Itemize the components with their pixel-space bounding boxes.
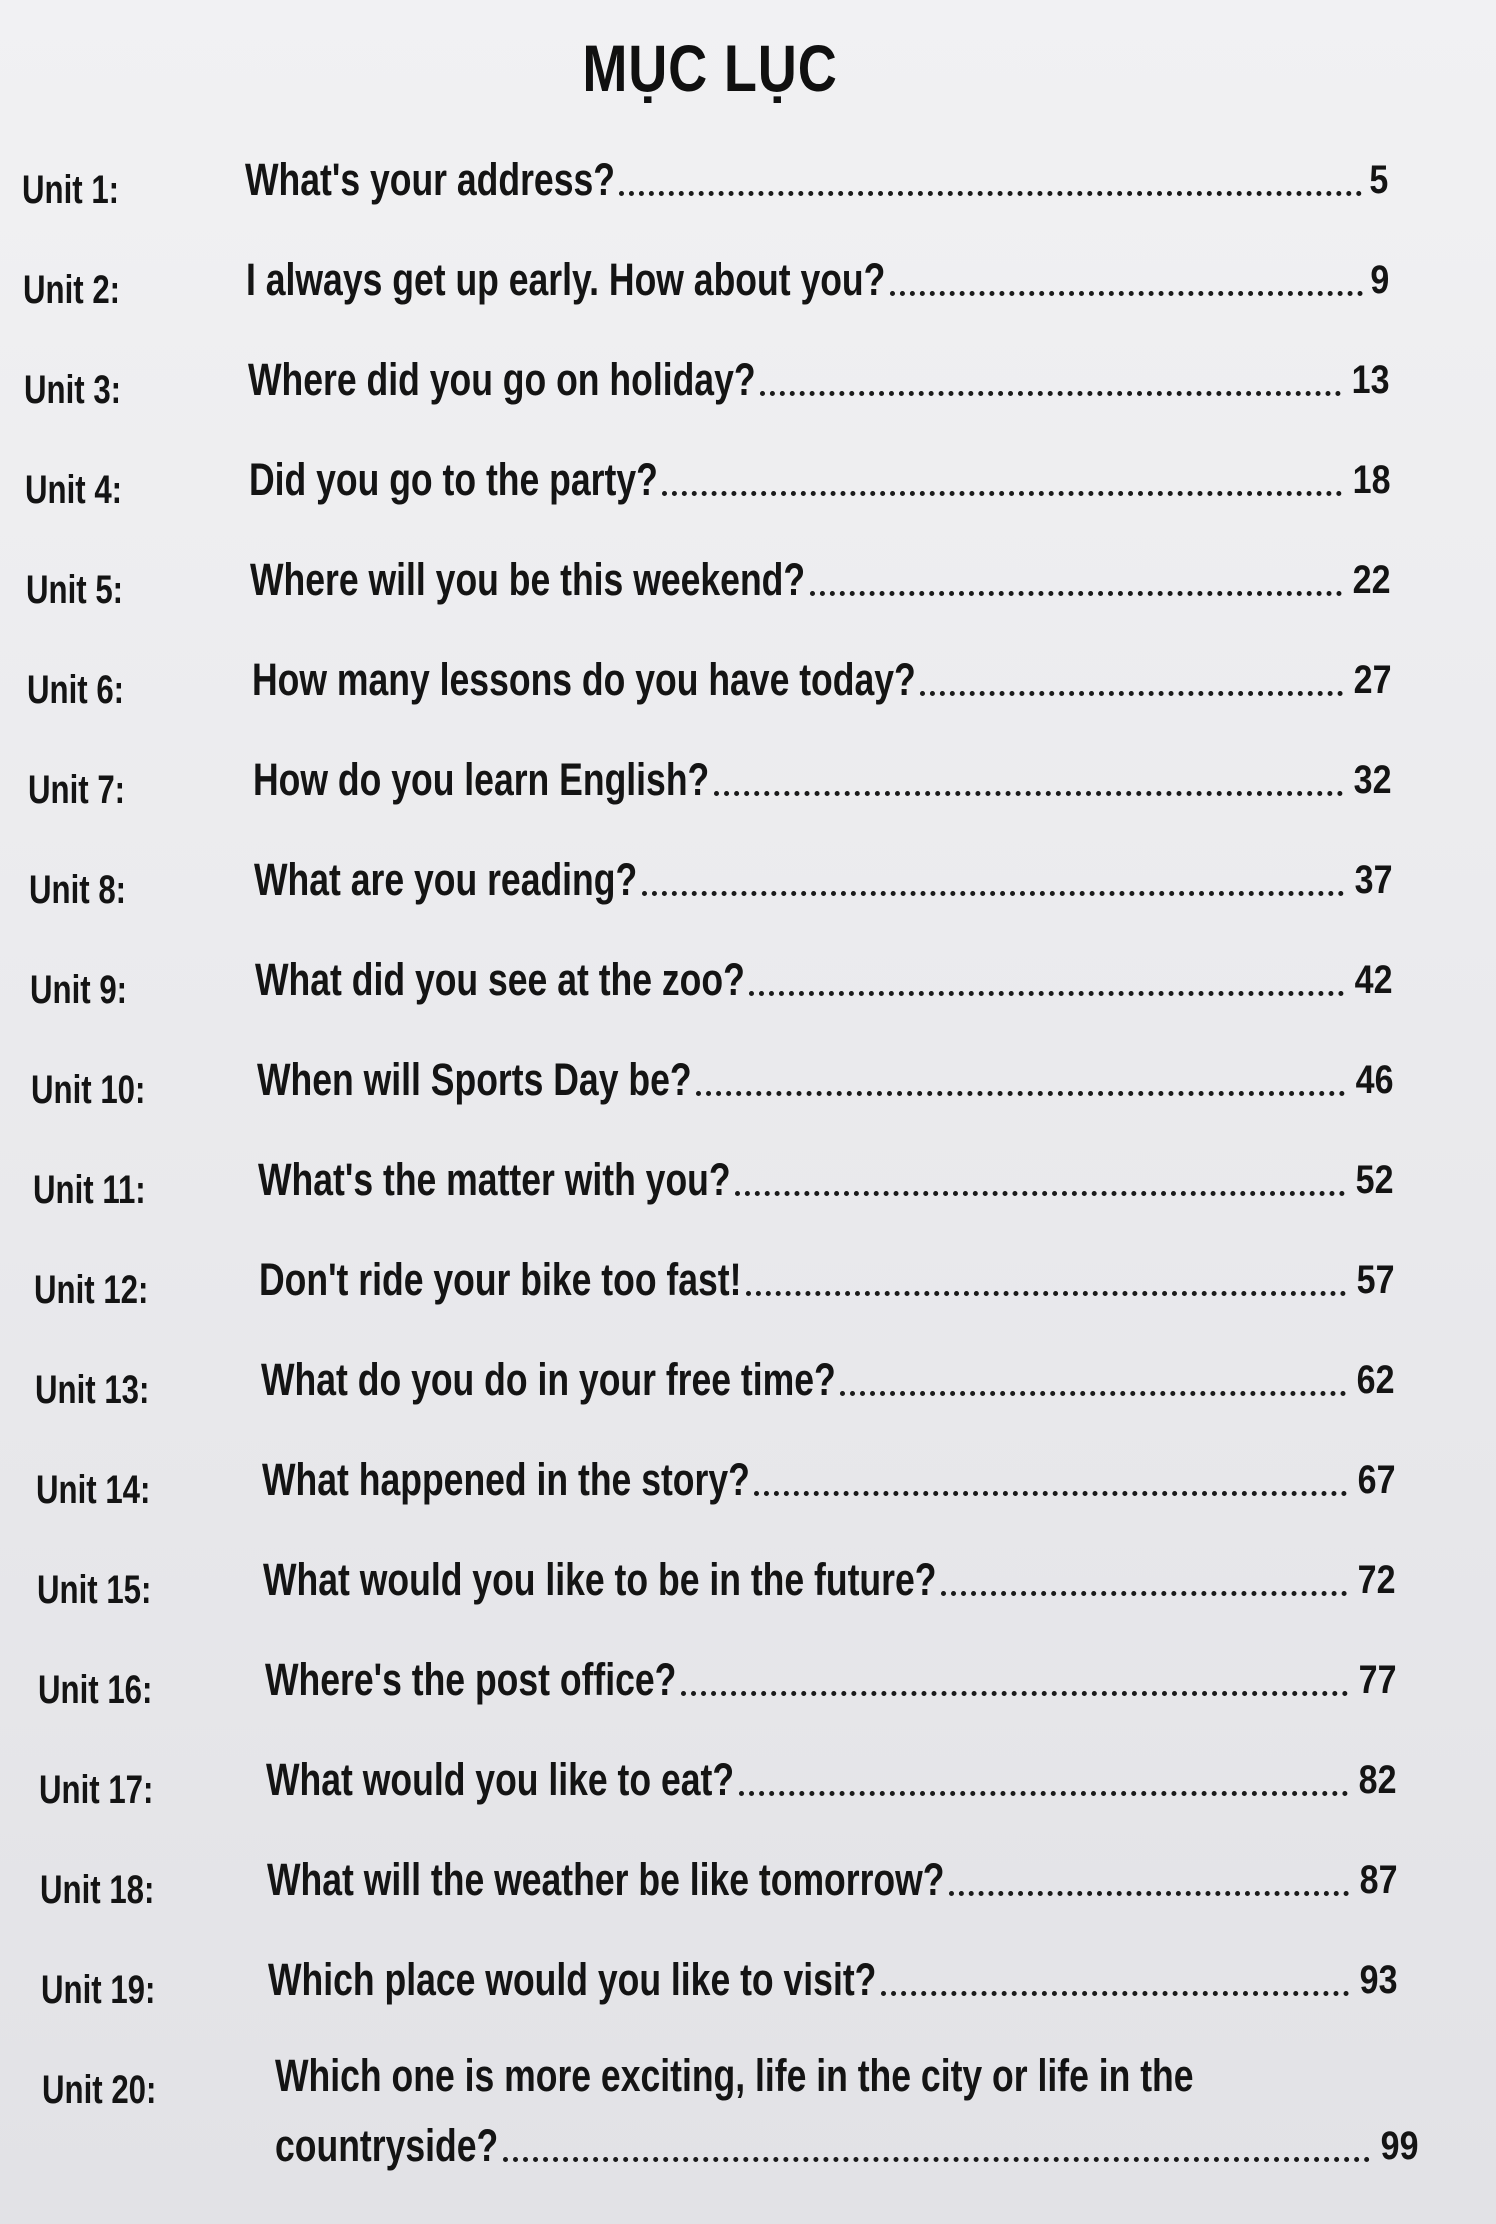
entry-title-text: What would you like to be in the future? <box>263 1554 937 1605</box>
toc-row[interactable] <box>0 448 1496 512</box>
dot-leader <box>681 1691 1348 1696</box>
entry-title-text: What are you reading? <box>254 854 638 905</box>
toc-row[interactable] <box>0 1548 1496 1612</box>
toc-entry <box>254 848 1392 908</box>
toc-entry <box>250 548 1390 608</box>
entry-title <box>263 1552 937 1608</box>
page-number: 62 <box>1356 1358 1394 1402</box>
unit-label: Unit 17: <box>39 1768 154 1812</box>
toc-entry <box>267 1848 1397 1908</box>
toc-row[interactable] <box>0 1048 1496 1112</box>
unit-label: Unit 4: <box>25 468 123 512</box>
dot-leader <box>810 591 1342 596</box>
unit-label: Unit 8: <box>29 868 127 912</box>
toc-entry <box>257 1048 1393 1108</box>
entry-title-text: What will the weather be like tomorrow? <box>267 1854 945 1905</box>
entry-title <box>265 1652 677 1708</box>
toc-entry <box>258 1148 1393 1208</box>
toc-entry <box>262 1448 1395 1508</box>
toc-entry <box>275 2114 1418 2174</box>
entry-title <box>250 552 806 608</box>
toc-row[interactable] <box>0 1948 1496 2012</box>
toc-entry <box>253 748 1391 808</box>
toc-row[interactable] <box>0 1348 1496 1412</box>
entry-title-text: Don't ride your bike too fast! <box>259 1254 742 1305</box>
entry-title-text: What do you do in your free time? <box>261 1354 836 1405</box>
entry-title-line-1 <box>275 2048 1194 2104</box>
entry-title-text: What would you like to eat? <box>266 1754 735 1805</box>
entry-title <box>254 852 638 908</box>
unit-label: Unit 7: <box>28 768 126 812</box>
dot-leader <box>642 891 1344 896</box>
entry-title <box>253 752 710 808</box>
toc-row[interactable] <box>0 1248 1496 1312</box>
entry-title <box>245 152 615 208</box>
toc-entry <box>252 648 1391 708</box>
unit-label: Unit 20: <box>42 2068 157 2112</box>
page-number: 82 <box>1358 1758 1396 1802</box>
dot-leader <box>662 491 1342 496</box>
unit-label: Unit 5: <box>26 568 124 612</box>
entry-title-line-1-text: Which one is more exciting, life in the city or life in the <box>275 2050 1194 2101</box>
unit-label: Unit 14: <box>36 1468 151 1512</box>
entry-title-text: Did you go to the party? <box>249 454 658 505</box>
entry-title <box>246 252 886 308</box>
page-number: 67 <box>1357 1458 1395 1502</box>
entry-title-text: Which place would you like to visit? <box>268 1954 877 2005</box>
dot-leader <box>696 1091 1345 1096</box>
page-number: 9 <box>1370 258 1389 302</box>
unit-label: Unit 15: <box>37 1568 152 1612</box>
entry-title <box>262 1452 750 1508</box>
unit-label: Unit 3: <box>24 368 122 412</box>
entry-title-text: Where did you go on holiday? <box>248 354 756 405</box>
entry-title <box>261 1352 836 1408</box>
toc-entry <box>259 1248 1394 1308</box>
dot-leader <box>739 1791 1348 1796</box>
entry-title-text: What happened in the story? <box>262 1454 750 1505</box>
page-number: 18 <box>1352 458 1390 502</box>
toc-entry <box>245 148 1388 208</box>
toc-row[interactable] <box>0 348 1496 412</box>
entry-title <box>248 352 756 408</box>
page-number: 57 <box>1356 1258 1394 1302</box>
toc-row[interactable] <box>0 848 1496 912</box>
entry-title-text: What's the matter with you? <box>258 1154 731 1205</box>
toc-entry <box>265 1648 1396 1708</box>
entry-title-text: When will Sports Day be? <box>257 1054 692 1105</box>
entry-title <box>249 452 658 508</box>
entry-title-text: How do you learn English? <box>253 754 710 805</box>
toc-row[interactable] <box>0 548 1496 612</box>
page-number: 22 <box>1352 558 1390 602</box>
toc-entry <box>261 1348 1394 1408</box>
toc-entry <box>268 1948 1397 2008</box>
page-title: MỤC LỤC <box>582 31 838 105</box>
unit-label: Unit 13: <box>35 1368 150 1412</box>
entry-title <box>257 1052 692 1108</box>
dot-leader <box>746 1291 1346 1296</box>
toc-row[interactable] <box>0 248 1496 312</box>
dot-leader <box>619 191 1362 196</box>
entry-title <box>266 1752 735 1808</box>
page-number: 32 <box>1353 758 1391 802</box>
page-number: 46 <box>1355 1058 1393 1102</box>
dot-leader <box>714 791 1343 796</box>
page-number: 27 <box>1353 658 1391 702</box>
entry-title <box>268 1952 877 2008</box>
toc-entry <box>249 448 1390 508</box>
toc-entry <box>246 248 1389 308</box>
toc-row[interactable] <box>0 1148 1496 1212</box>
unit-label: Unit 12: <box>34 1268 149 1312</box>
toc-row[interactable] <box>0 148 1496 212</box>
toc-entry <box>263 1548 1395 1608</box>
toc-row[interactable] <box>0 948 1496 1012</box>
unit-label: Unit 1: <box>22 168 120 212</box>
unit-label: Unit 11: <box>33 1168 146 1212</box>
entry-title-text: How many lessons do you have today? <box>252 654 916 705</box>
toc-row[interactable] <box>0 748 1496 812</box>
toc-row[interactable] <box>0 1848 1496 1912</box>
entry-title-text: What's your address? <box>245 154 615 205</box>
dot-leader <box>749 991 1344 996</box>
page-number: 42 <box>1354 958 1392 1002</box>
unit-label: Unit 16: <box>38 1668 153 1712</box>
entry-title <box>258 1152 731 1208</box>
page-number: 52 <box>1355 1158 1393 1202</box>
unit-label: Unit 19: <box>41 1968 156 2012</box>
dot-leader <box>890 291 1363 296</box>
dot-leader <box>941 1591 1347 1596</box>
toc-row[interactable] <box>0 1648 1496 1712</box>
dot-leader <box>735 1191 1345 1196</box>
entry-title <box>267 1852 945 1908</box>
dot-leader <box>949 1891 1349 1896</box>
toc-entry <box>255 948 1392 1008</box>
entry-title-text: Where will you be this weekend? <box>250 554 806 605</box>
dot-leader <box>881 1991 1349 1996</box>
entry-title <box>259 1252 742 1308</box>
page-number: 99 <box>1380 2124 1418 2168</box>
entry-title-text: Where's the post office? <box>265 1654 677 1705</box>
unit-label: Unit 18: <box>40 1868 155 1912</box>
page-number: 87 <box>1359 1858 1397 1902</box>
dot-leader <box>920 691 1343 696</box>
entry-title-line-2-text: countryside? <box>275 2120 499 2171</box>
unit-label: Unit 2: <box>23 268 121 312</box>
toc-row[interactable] <box>0 648 1496 712</box>
unit-label: Unit 10: <box>31 1068 146 1112</box>
page-number: 93 <box>1359 1958 1397 2002</box>
toc-row-last[interactable] <box>0 2048 1496 2188</box>
entry-title-text: What did you see at the zoo? <box>255 954 745 1005</box>
page-number: 37 <box>1354 858 1392 902</box>
unit-label: Unit 9: <box>30 968 128 1012</box>
page-number: 77 <box>1358 1658 1396 1702</box>
entry-title-text: I always get up early. How about you? <box>246 254 886 305</box>
entry-title <box>255 952 745 1008</box>
toc-row[interactable] <box>0 1448 1496 1512</box>
dot-leader <box>840 1391 1346 1396</box>
unit-label: Unit 6: <box>27 668 125 712</box>
toc-entry <box>266 1748 1396 1808</box>
page-number: 5 <box>1369 158 1388 202</box>
toc-entry <box>248 348 1389 408</box>
dot-leader <box>503 2157 1370 2162</box>
entry-title-line-2 <box>275 2118 499 2174</box>
entry-title <box>252 652 916 708</box>
page-number: 72 <box>1357 1558 1395 1602</box>
page-number: 13 <box>1351 358 1389 402</box>
dot-leader <box>754 1491 1347 1496</box>
toc-row[interactable] <box>0 1748 1496 1812</box>
dot-leader <box>760 391 1341 396</box>
